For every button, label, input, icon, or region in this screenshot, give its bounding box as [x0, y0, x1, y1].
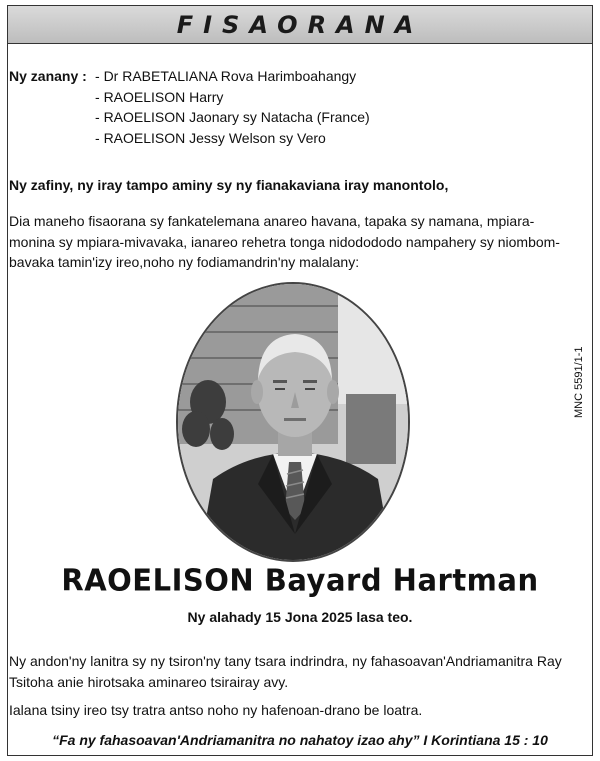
- header-title: FISAORANA: [176, 10, 424, 39]
- children-list: [95, 66, 370, 148]
- children-label: Ny zanany :: [9, 68, 87, 84]
- date-of-death: Ny alahady 15 Jona 2025 lasa teo.: [187, 609, 413, 625]
- thanks-paragraph: [9, 211, 577, 273]
- blessing-paragraph: [9, 651, 581, 692]
- child-item: - Dr RABETALIANA Rova Harimboahangy: [95, 66, 370, 87]
- apology-line: Ialana tsiny ireo tsy tratra antso noho ny hafenoan-drano be loatra.: [9, 702, 423, 718]
- child-item: - RAOELISON Harry: [95, 87, 370, 108]
- portrait-photo: [176, 282, 410, 562]
- deceased-name: RAOELISON Bayard Hartman: [61, 562, 539, 598]
- header-banner: [8, 6, 592, 44]
- portrait-image: [178, 284, 410, 562]
- paragraph-line: Ny andon'ny lanitra sy ny tsiron'ny tany tsara indrindra, ny fahasoavan'Andriamanitra Ray: [9, 653, 562, 669]
- intro-line: Ny zafiny, ny iray tampo aminy sy ny fianakaviana iray manontolo,: [9, 177, 449, 193]
- bible-verse: “Fa ny fahasoavan'Andriamanitra no nahatoy izao ahy” I Korintiana 15 : 10: [52, 732, 548, 748]
- paragraph-line: Tsitoha anie hirotsaka aminareo tsirairay avy.: [9, 673, 289, 690]
- paragraph-line: monina sy mpiara-mivavaka, ianareo rehetra tonga nidodododo nampahery sy niombom-: [9, 233, 560, 250]
- reference-code: MNC 5591/1-1: [573, 346, 585, 418]
- child-item: - RAOELISON Jaonary sy Natacha (France): [95, 107, 370, 128]
- paragraph-line: bavaka tamin'izy ireo,noho ny fodiamandrin'ny malalany:: [9, 254, 360, 270]
- paragraph-line: Dia maneho fisaorana sy fankatelemana anareo havana, tapaka sy namana, mpiara-: [9, 213, 535, 229]
- child-item: - RAOELISON Jessy Welson sy Vero: [95, 128, 370, 149]
